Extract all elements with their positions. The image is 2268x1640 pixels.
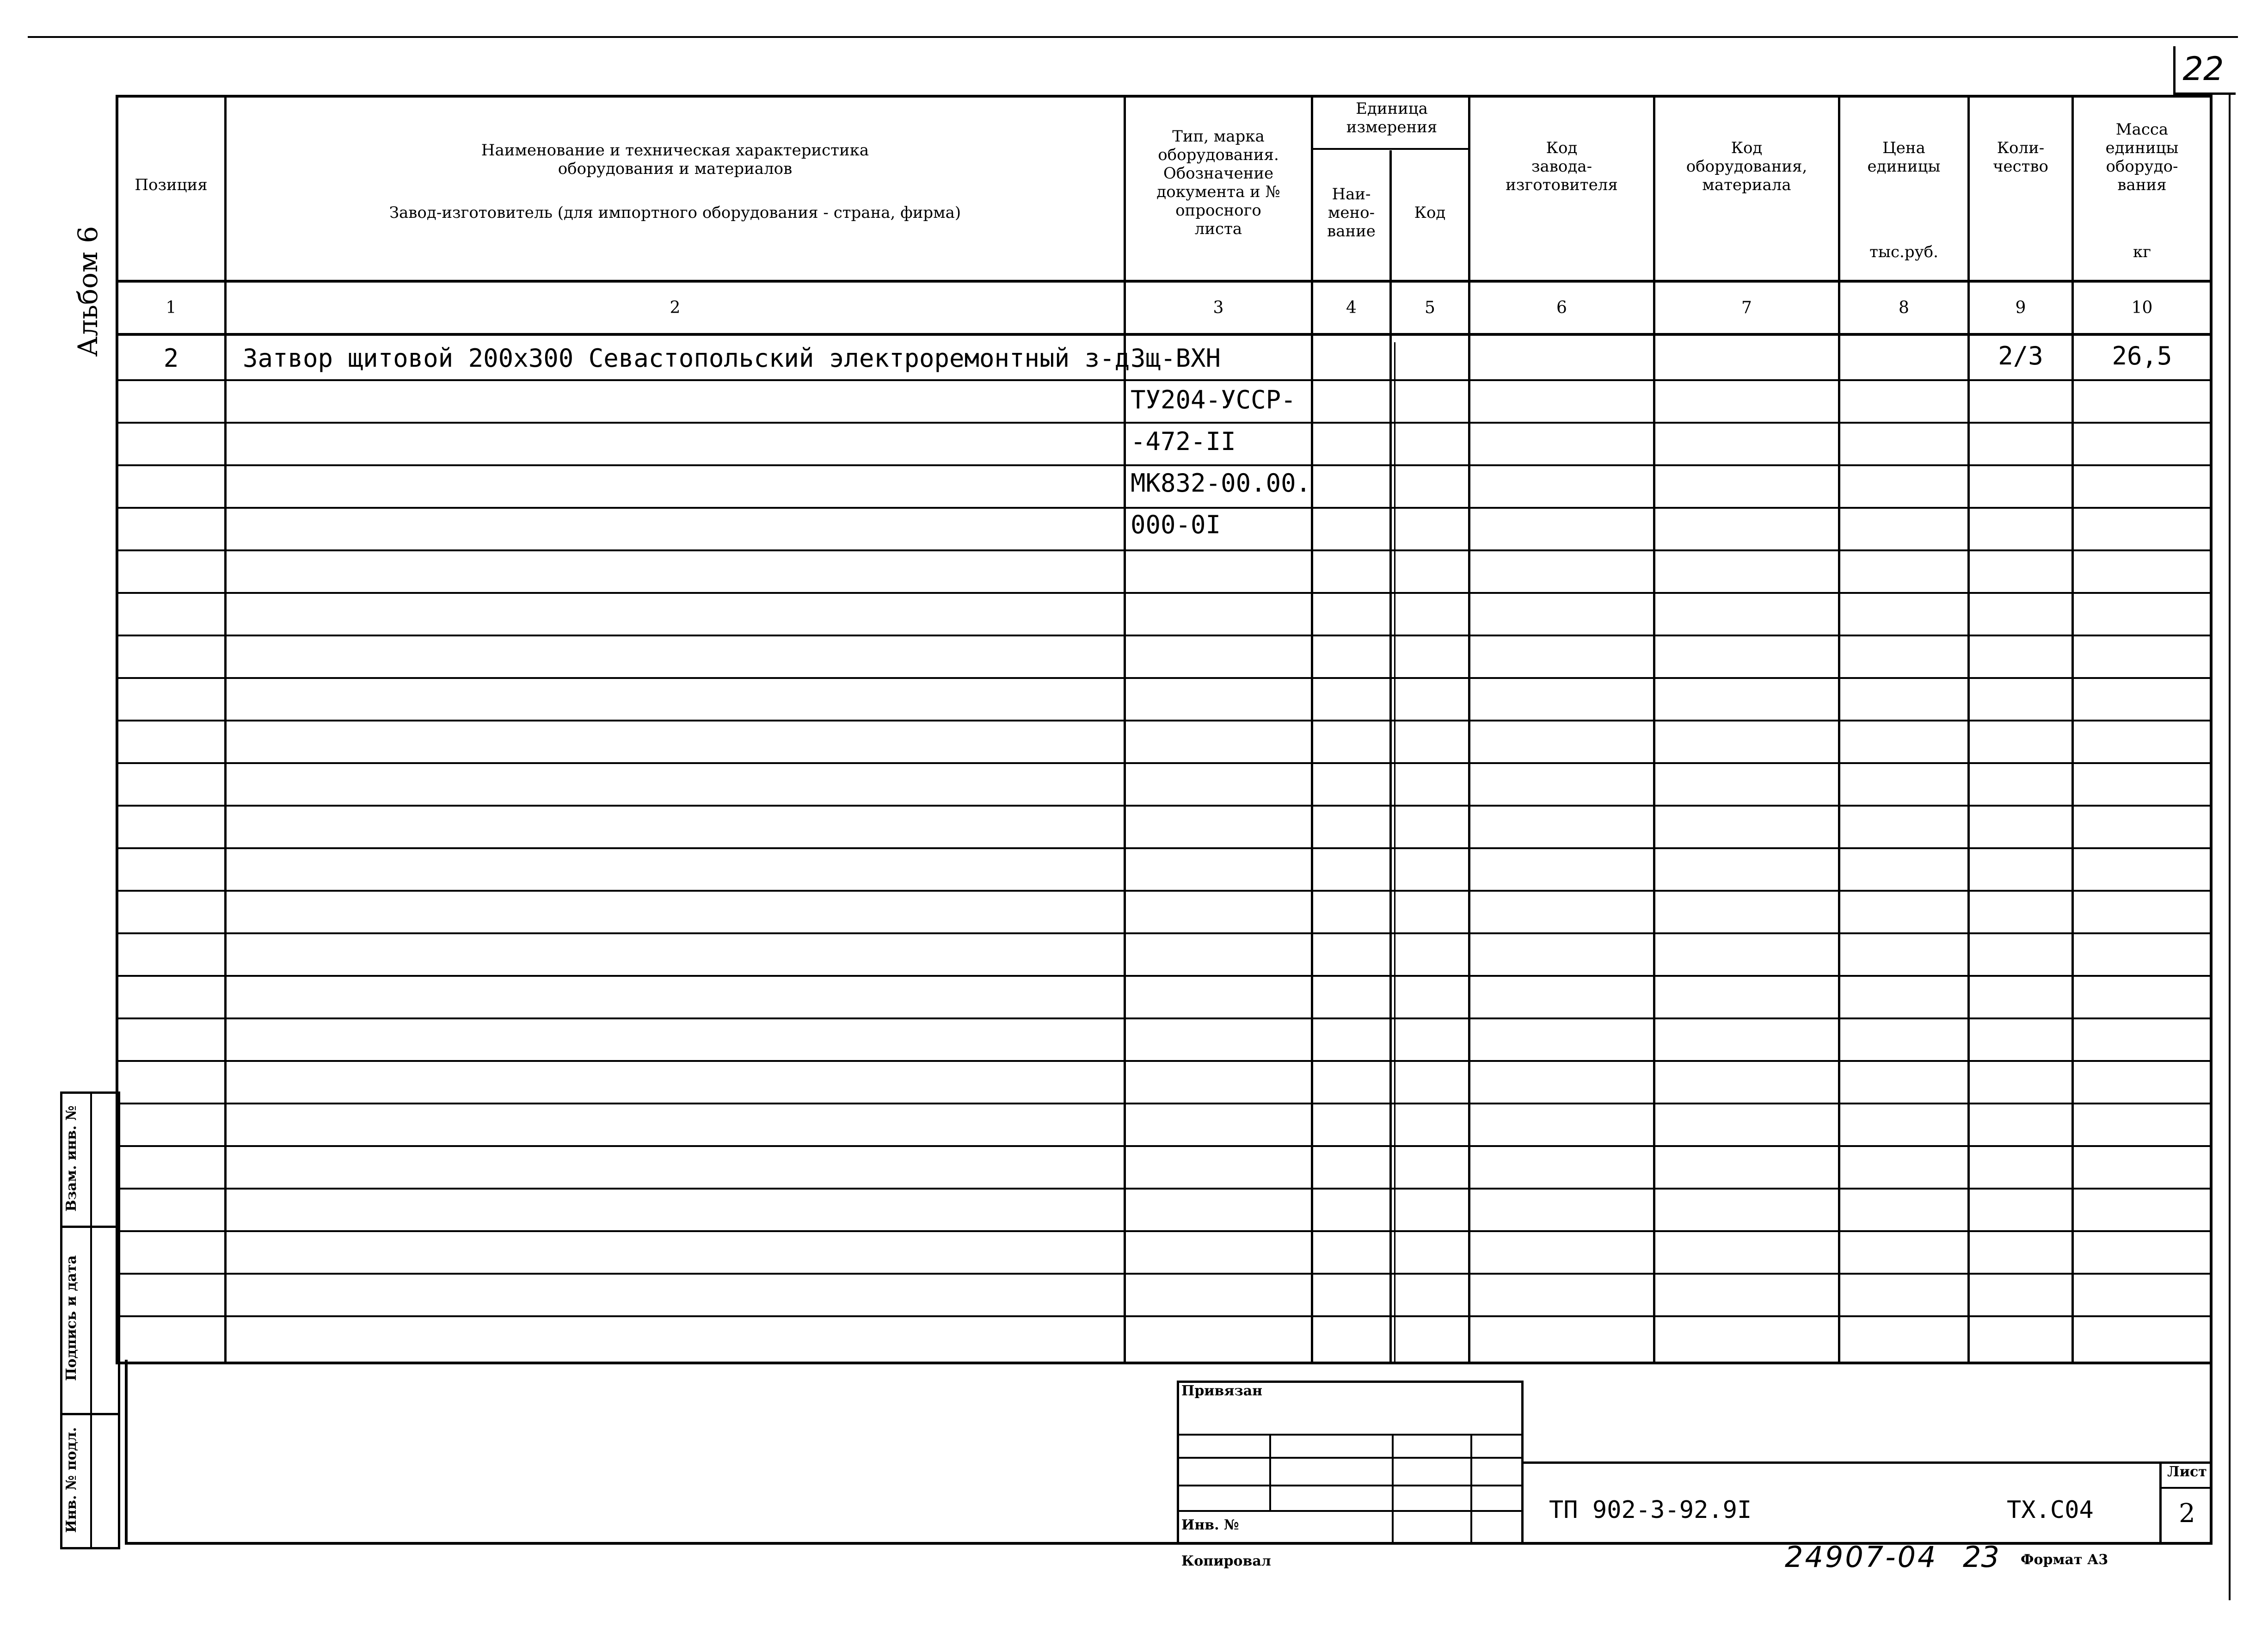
row1-name: Затвор щитовой 200х300 Севастопольский электроремонтный з-д [243,344,1130,373]
table-row-line [116,592,2213,594]
col-number-3: 3 [1213,298,1224,317]
spec-table-frame [116,95,2213,1364]
header-material-code-2: оборудования, [1686,157,1807,176]
col-number-9: 9 [2015,298,2026,317]
col-line-9 [2071,95,2074,1364]
table-row-line [116,464,2213,466]
row4-type: МК832-00.00. [1131,469,1311,498]
list-number: 2 [2179,1498,2195,1529]
header-unit-group-1: Единица [1356,99,1428,118]
table-row-line [116,720,2213,721]
table-row-line [116,1230,2213,1232]
row1-mass: 26,5 [2112,341,2172,370]
col-number-7: 7 [1741,298,1752,317]
album-label: Альбом 6 [72,226,104,357]
right-edge-line [2229,92,2231,1600]
header-type-3: Обозначение [1163,164,1274,183]
col-number-2: 2 [670,298,681,317]
row1-type: Зщ-ВХН [1131,344,1221,373]
header-unit-group-2: измерения [1346,118,1438,136]
col-line-4 [1389,150,1392,1364]
sheet-code: ТХ.С04 [2007,1496,2094,1524]
header-position: Позиция [135,176,208,194]
header-material-code-3: материала [1702,176,1791,194]
col-line-6 [1653,95,1655,1364]
handwritten-page: 23 [1963,1540,1999,1574]
side-strip-mid-line [90,1091,92,1549]
table-row-line [116,805,2213,807]
header-type-6: листа [1194,220,1242,238]
table-row-line [116,1145,2213,1147]
table-row-line [116,975,2213,977]
list-label: Лист [2167,1464,2207,1480]
table-row-line [116,1017,2213,1019]
header-qty-1: Коли- [1997,139,2045,157]
header-mass-1: Масса [2115,120,2169,139]
row1-quantity: 2/3 [1998,341,2043,370]
header-mass-unit: кг [2133,243,2151,261]
header-factory-code-3: изготовителя [1506,176,1618,194]
format-label: Формат А3 [2021,1552,2108,1568]
col-number-6: 6 [1556,298,1567,317]
doc-code: ТП 902-3-92.9I [1549,1496,1752,1524]
header-price-1: Цена [1882,139,1925,157]
table-row-line [116,1103,2213,1104]
table-row-line [116,1188,2213,1190]
table-row-line [116,549,2213,551]
title-block-top-line [1524,1461,2213,1464]
row3-type: -472-II [1131,427,1236,456]
privyazan-vline-1 [1269,1434,1271,1510]
header-unit-code: Код [1414,203,1446,222]
number-row-bottom-line [116,333,2213,336]
header-qty-2: чество [1992,157,2049,176]
side-label-inv-podl: Инв. № подл. [63,1427,80,1533]
table-row-line [116,1273,2213,1275]
col-line-1 [224,95,227,1364]
unit-group-divider [1311,148,1470,150]
header-type-4: документа и № [1156,183,1280,201]
col-line-5 [1468,95,1470,1364]
table-row-line [116,1060,2213,1062]
privyazan-label: Привязан [1181,1383,1263,1399]
col-line-4b [1394,342,1395,1364]
col-number-8: 8 [1899,298,1909,317]
row5-type: 000-0I [1131,510,1221,539]
col-number-10: 10 [2131,298,2153,317]
table-row-line [116,762,2213,764]
table-row-line [116,1315,2213,1317]
header-price-2: единицы [1867,157,1941,176]
header-factory-code-2: завода- [1531,157,1592,176]
header-name-line2: оборудования и материалов [558,160,793,178]
table-row-line [116,635,2213,636]
side-label-vzam-inv: Взам. инв. № [63,1105,80,1212]
header-unit-name-1: Наи- [1332,185,1371,203]
header-name-line3: Завод-изготовитель (для импортного оборудования - страна, фирма) [389,203,961,222]
col-line-7 [1838,95,1840,1364]
col-number-1: 1 [166,298,177,317]
table-row-line [116,677,2213,679]
table-row-line [116,847,2213,849]
header-unit-name-2: мено- [1328,203,1375,222]
stamp-frame [125,1360,2213,1545]
row2-type: ТУ204-УССР- [1131,385,1296,414]
header-type-1: Тип, марка [1172,127,1265,146]
privyazan-vline-3 [1470,1434,1472,1545]
col-line-10 [2210,95,2213,1364]
inv-no-label: Инв. № [1181,1517,1239,1533]
table-row-line [116,507,2213,509]
col-number-4: 4 [1346,298,1357,317]
table-row-line [116,422,2213,424]
header-bottom-line [116,280,2213,283]
header-mass-2: единицы [2105,139,2179,157]
table-row-line [116,379,2213,381]
corner-sheet-number: 22 [2182,50,2224,88]
header-type-2: оборудования. [1158,146,1279,164]
header-material-code-1: Код [1731,139,1763,157]
header-mass-4: вания [2117,176,2167,194]
col-line-8 [1967,95,1970,1364]
header-unit-name-3: вание [1327,222,1376,240]
header-price-unit: тыс.руб. [1869,243,1938,261]
col-line-2 [1124,95,1126,1364]
side-label-podpis-data: Подпись и дата [63,1255,80,1381]
copied-label: Копировал [1181,1553,1271,1569]
table-row-line [116,932,2213,934]
row1-position: 2 [163,344,179,373]
header-name-line1: Наименование и техническая характеристика [481,141,869,160]
list-box-divider [2159,1487,2213,1489]
header-mass-3: оборудо- [2106,157,2178,176]
col-number-5: 5 [1425,298,1435,317]
header-factory-code-1: Код [1546,139,1578,157]
handwritten-number: 24907-04 [1785,1540,1938,1574]
header-type-5: опросного [1175,201,1261,220]
col-line-3 [1311,95,1313,1364]
top-trim-line [28,36,2238,38]
table-row-line [116,890,2213,892]
privyazan-vline-2 [1392,1434,1394,1545]
